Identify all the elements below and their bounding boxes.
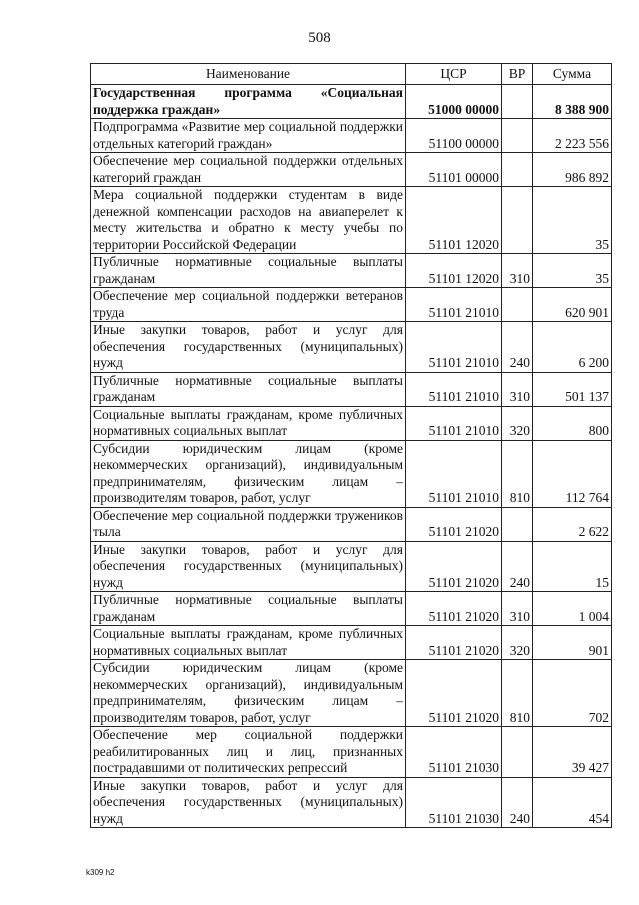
table-row [91,372,612,406]
table-row [91,592,612,626]
row-csr: 51101 21020 [406,592,502,626]
row-sum: 501 137 [533,372,612,406]
header-vr: ВР [502,64,533,85]
row-sum: 986 892 [533,153,612,187]
row-name: Подпрограмма «Развитие мер социальной поддержки отдельных категорий граждан» [91,119,406,153]
row-csr: 51100 00000 [406,119,502,153]
row-sum: 800 [533,406,612,440]
row-vr: 240 [502,777,533,828]
table-row [91,254,612,288]
row-name: Обеспечение мер социальной поддержки реабилитированных лиц и лиц, признанных пострадавшими от политических репрессий [91,727,406,778]
row-vr: 310 [502,592,533,626]
row-sum: 2 223 556 [533,119,612,153]
row-sum: 702 [533,660,612,727]
row-vr: 320 [502,626,533,660]
row-vr [502,119,533,153]
row-sum: 620 901 [533,288,612,322]
row-sum: 454 [533,777,612,828]
row-name: Обеспечение мер социальной поддержки ветеранов труда [91,288,406,322]
row-vr [502,288,533,322]
row-name: Социальные выплаты гражданам, кроме публичных нормативных социальных выплат [91,626,406,660]
table-row [91,85,612,119]
header-csr: ЦСР [406,64,502,85]
row-csr: 51101 21020 [406,626,502,660]
row-csr: 51101 21020 [406,541,502,592]
row-vr [502,153,533,187]
row-csr: 51101 21020 [406,660,502,727]
page-number: 508 [308,30,331,46]
row-sum: 35 [533,254,612,288]
row-vr [502,85,533,119]
table-row [91,119,612,153]
budget-table [90,63,612,828]
row-vr: 240 [502,541,533,592]
row-csr: 51101 21010 [406,406,502,440]
row-vr [502,507,533,541]
row-name: Обеспечение мер социальной поддержки тружеников тыла [91,507,406,541]
row-csr: 51101 12020 [406,187,502,254]
table-row [91,187,612,254]
row-sum: 15 [533,541,612,592]
row-vr: 310 [502,372,533,406]
row-vr [502,187,533,254]
row-name: Иные закупки товаров, работ и услуг для обеспечения государственных (муниципальных) нужд [91,322,406,373]
row-sum: 2 622 [533,507,612,541]
row-csr: 51101 21010 [406,440,502,507]
row-csr: 51101 00000 [406,153,502,187]
row-vr: 310 [502,254,533,288]
row-name: Мера социальной поддержки студентам в виде денежной компенсации расходов на авиаперелет к месту жительства и обратно к месту учебы по территории Российской Федерации [91,187,406,254]
row-name: Государственная программа «Социальная поддержка граждан» [91,85,406,119]
table-row [91,153,612,187]
table-row [91,440,612,507]
header-name: Наименование [91,64,406,85]
table-row [91,777,612,828]
row-sum: 6 200 [533,322,612,373]
table-row [91,406,612,440]
row-csr: 51101 21010 [406,372,502,406]
row-name: Иные закупки товаров, работ и услуг для обеспечения государственных (муниципальных) нужд [91,541,406,592]
row-name: Социальные выплаты гражданам, кроме публичных нормативных социальных выплат [91,406,406,440]
row-vr: 810 [502,660,533,727]
footer-code: k309 h2 [86,868,115,877]
row-csr: 51101 21010 [406,288,502,322]
row-sum: 112 764 [533,440,612,507]
table-row [91,541,612,592]
row-name: Иные закупки товаров, работ и услуг для обеспечения государственных (муниципальных) нужд [91,777,406,828]
row-name: Обеспечение мер социальной поддержки отдельных категорий граждан [91,153,406,187]
row-name: Публичные нормативные социальные выплаты гражданам [91,592,406,626]
table-header-row [91,64,612,85]
row-name: Публичные нормативные социальные выплаты гражданам [91,254,406,288]
row-vr [502,727,533,778]
table-row [91,660,612,727]
row-sum: 1 004 [533,592,612,626]
table-row [91,288,612,322]
table-row [91,626,612,660]
row-csr: 51101 12020 [406,254,502,288]
row-csr: 51101 21010 [406,322,502,373]
row-name: Публичные нормативные социальные выплаты гражданам [91,372,406,406]
table-row [91,322,612,373]
row-sum: 8 388 900 [533,85,612,119]
row-sum: 35 [533,187,612,254]
row-vr: 810 [502,440,533,507]
table-body [91,85,612,828]
row-sum: 39 427 [533,727,612,778]
row-name: Субсидии юридическим лицам (кроме некоммерческих организаций), индивидуальным предпринимателям, физическим лицам – производителям товаров, работ, услуг [91,440,406,507]
row-sum: 901 [533,626,612,660]
row-csr: 51101 21030 [406,777,502,828]
table-row [91,507,612,541]
row-name: Субсидии юридическим лицам (кроме некоммерческих организаций), индивидуальным предпринимателям, физическим лицам – производителям товаров, работ, услуг [91,660,406,727]
row-csr: 51101 21030 [406,727,502,778]
row-vr: 240 [502,322,533,373]
row-csr: 51000 00000 [406,85,502,119]
table-row [91,727,612,778]
row-csr: 51101 21020 [406,507,502,541]
header-sum: Сумма [533,64,612,85]
row-vr: 320 [502,406,533,440]
